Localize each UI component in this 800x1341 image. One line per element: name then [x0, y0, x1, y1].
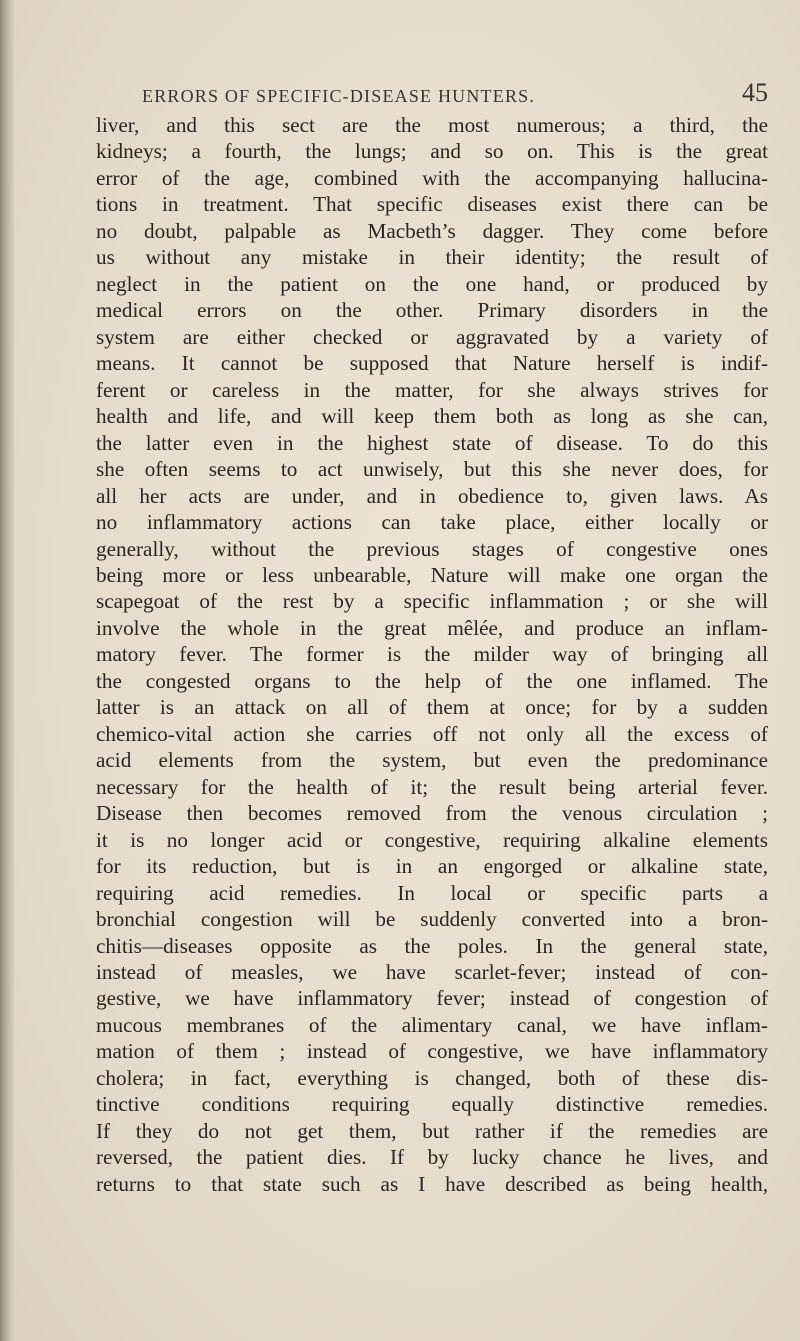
text-line: tions in treatment. That specific diseases exist there can be [96, 192, 768, 217]
text-line: instead of measles, we have scarlet-fever; instead of con- [96, 960, 768, 984]
text-line: Disease then becomes removed from the venous circulation ; [96, 801, 768, 826]
text-line: acid elements from the system, but even the predominance [96, 748, 768, 773]
text-line: error of the age, combined with the accompanying hallucina- [96, 165, 768, 190]
text-line: generally, without the previous stages of congestive ones [96, 536, 768, 561]
text-line: no doubt, palpable as Macbeth’s dagger. They come before [96, 218, 768, 243]
text-line: for its reduction, but is in an engorged or alkaline state, [96, 854, 768, 879]
text-line: matory fever. The former is the milder way of bringing all [96, 642, 768, 667]
text-line: being more or less unbearable, Nature will make one organ the [96, 562, 768, 587]
text-line: the latter even in the highest state of disease. To do this [96, 430, 768, 455]
text-line: it is no longer acid or congestive, requiring alkaline elements [96, 827, 768, 852]
text-line: system are either checked or aggravated by a variety of [96, 324, 768, 349]
text-line: necessary for the health of it; the result being arterial fever. [96, 774, 768, 799]
text-line: If they do not get them, but rather if the remedies are [96, 1118, 768, 1143]
text-line: ferent or careless in the matter, for she always strives for [96, 377, 768, 402]
text-line: health and life, and will keep them both as long as she can, [96, 404, 768, 429]
page-number: 45 [742, 78, 768, 107]
text-line: involve the whole in the great mêlée, and produce an inflam- [96, 615, 768, 640]
text-line: latter is an attack on all of them at once; for by a sudden [96, 695, 768, 720]
text-line: requiring acid remedies. In local or specific parts a [96, 880, 768, 905]
text-line: she often seems to act unwisely, but this she never does, for [96, 457, 768, 482]
text-line: neglect in the patient on the one hand, or produced by [96, 271, 768, 296]
text-line: the congested organs to the help of the one inflamed. The [96, 668, 768, 693]
text-line: means. It cannot be supposed that Nature herself is indif- [96, 351, 768, 376]
text-line: tinctive conditions requiring equally distinctive remedies. [96, 1092, 768, 1117]
text-line: gestive, we have inflammatory fever; instead of congestion of [96, 986, 768, 1011]
text-line: all her acts are under, and in obedience to, given laws. As [96, 483, 768, 508]
text-line: us without any mistake in their identity; the result of [96, 245, 768, 270]
text-line: bronchial congestion will be suddenly converted into a bron- [96, 907, 768, 932]
text-line: kidneys; a fourth, the lungs; and so on. This is the great [96, 139, 768, 164]
text-line: no inflammatory actions can take place, either locally or [96, 510, 768, 535]
text-line: returns to that state such as I have described as being health, [96, 1171, 768, 1196]
text-line: reversed, the patient dies. If by lucky chance he lives, and [96, 1145, 768, 1170]
running-title: ERRORS OF SPECIFIC-DISEASE HUNTERS. [142, 86, 536, 106]
binding-shadow [0, 0, 14, 1341]
text-line: scapegoat of the rest by a specific inflammation ; or she will [96, 589, 768, 614]
text-line: cholera; in fact, everything is changed, both of these dis- [96, 1065, 768, 1090]
text-line: medical errors on the other. Primary disorders in the [96, 298, 768, 323]
body-text [96, 112, 768, 1197]
text-line: mation of them ; instead of congestive, we have inflammatory [96, 1039, 768, 1064]
text-line: liver, and this sect are the most numerous; a third, the [96, 113, 768, 137]
text-line: mucous membranes of the alimentary canal, we have inflam- [96, 1012, 768, 1037]
text-line: chitis—diseases opposite as the poles. In the general state, [96, 933, 768, 958]
text-line: chemico-vital action she carries off not only all the excess of [96, 721, 768, 746]
